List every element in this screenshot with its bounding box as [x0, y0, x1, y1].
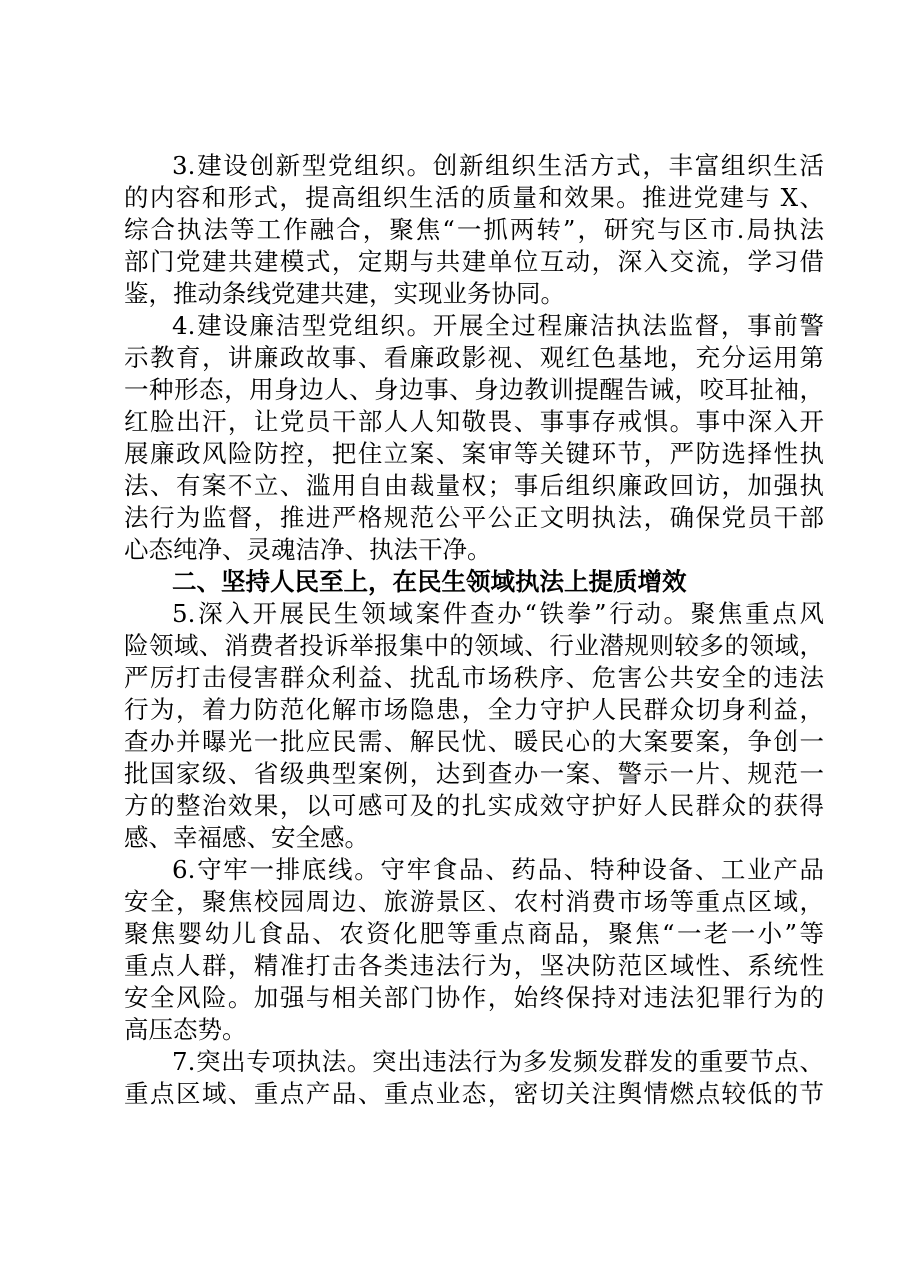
paragraph-5-line-8: 感、幸福感、安全感。: [124, 823, 369, 852]
paragraph-5-line-1: 5.深入开展民生领域案件查办“铁拳”行动。聚焦重点风: [172, 599, 824, 628]
paragraph-3-line-3: 综合执法等工作融合，聚焦“一抓两转”，研究与区市.局执法: [124, 215, 824, 244]
paragraph-4-line-5: 展廉政风险防控，把住立案、案审等关键环节，严防选择性执: [124, 439, 824, 468]
paragraph-4-line-7: 法行为监督，推进严格规范公平公正文明执法，确保党员干部: [124, 503, 824, 532]
paragraph-6-line-6: 高压态势。: [124, 1015, 247, 1044]
paragraph-5-line-5: 查办并曝光一批应民需、解民忧、暖民心的大案要案，争创一: [124, 727, 824, 756]
paragraph-4-line-1: 4.建设廉洁型党组织。开展全过程廉洁执法监督，事前警: [172, 311, 824, 340]
paragraph-6-line-3: 聚焦婴幼儿食品、农资化肥等重点商品，聚焦“一老一小”等: [124, 919, 824, 948]
paragraph-5-line-7: 方的整治效果，以可感可及的扎实成效守护好人民群众的获得: [124, 791, 824, 820]
paragraph-4-line-6: 法、有案不立、滥用自由裁量权；事后组织廉政回访，加强执: [124, 471, 824, 500]
paragraph-7-line-1: 7.突出专项执法。突出违法行为多发频发群发的重要节点、: [172, 1047, 824, 1076]
paragraph-5-line-3: 严厉打击侵害群众利益、扰乱市场秩序、危害公共安全的违法: [124, 663, 824, 692]
paragraph-6-line-5: 安全风险。加强与相关部门协作，始终保持对违法犯罪行为的: [124, 983, 824, 1012]
paragraph-3-line-2: 的内容和形式，提高组织生活的质量和效果。推进党建与 X、: [124, 183, 824, 212]
paragraph-4-line-2: 示教育，讲廉政故事、看廉政影视、观红色基地，充分运用第: [124, 343, 824, 372]
paragraph-5-line-6: 批国家级、省级典型案例，达到查办一案、警示一片、规范一: [124, 759, 824, 788]
paragraph-5-line-2: 险领域、消费者投诉举报集中的领域、行业潜规则较多的领域，: [124, 631, 824, 660]
paragraph-6-line-4: 重点人群，精准打击各类违法行为，坚决防范区域性、系统性: [124, 951, 824, 980]
paragraph-3-line-4: 部门党建共建模式，定期与共建单位互动，深入交流，学习借: [124, 247, 824, 276]
section-heading: 二、坚持人民至上，在民生领域执法上提质增效: [172, 567, 687, 596]
paragraph-4-line-8: 心态纯净、灵魂洁净、执法干净。: [124, 535, 492, 564]
paragraph-6-line-2: 安全，聚焦校园周边、旅游景区、农村消费市场等重点区域，: [124, 887, 824, 916]
paragraph-4-line-3: 一种形态，用身边人、身边事、身边教训提醒告诫，咬耳扯袖，: [124, 375, 824, 404]
paragraph-3-line-1: 3.建设创新型党组织。创新组织生活方式，丰富组织生活: [172, 151, 824, 180]
paragraph-3-line-5: 鉴，推动条线党建共建，实现业务协同。: [124, 279, 565, 308]
paragraph-5-line-4: 行为，着力防范化解市场隐患，全力守护人民群众切身利益，: [124, 695, 824, 724]
paragraph-6-line-1: 6.守牢一排底线。守牢食品、药品、特种设备、工业产品: [172, 855, 824, 884]
paragraph-7-line-2: 重点区域、重点产品、重点业态，密切关注舆情燃点较低的节: [124, 1079, 824, 1108]
paragraph-4-line-4: 红脸出汗，让党员干部人人知敬畏、事事存戒惧。事中深入开: [124, 407, 824, 436]
